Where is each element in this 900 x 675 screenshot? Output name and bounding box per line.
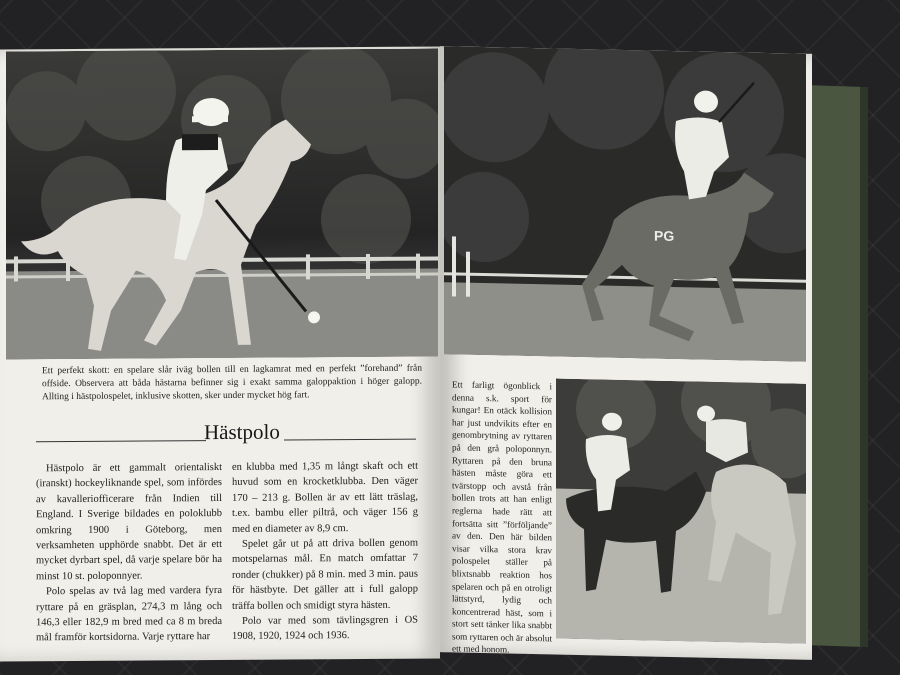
title-rule-left: [36, 440, 206, 442]
paragraph: en klubba med 1,35 m långt skaft och ett huvud som en krocketklubba. Den väger 170 – 213 g. Bollen är av ett lätt träslag, t.ex. bambu eller piltrå, och väger 156 g med en diameter av 8,9 cm.: [232, 460, 418, 535]
paragraph: Hästpolo är ett gammalt orientaliskt (iranskt) hockeyliknande spel, som infördes av kavalleriofficerare från Indien till England. I Sverige bildades en poloklubb omkring 1900 i Göteborg, men verksamheten upphörde snabbt. Det är ett mycket dyrbart spel, då varje spelare bör ha minst 10 st. poloponnyer.: [36, 461, 222, 583]
section-title: Hästpolo: [204, 419, 280, 445]
left-page: [0, 46, 440, 661]
shirt-letters: PG: [654, 227, 675, 245]
photo-caption: Ett perfekt skott: en spelare slår iväg bollen till en lagkamrat med en perfekt ”forehand” från offside. Observera att båda hästarna befinner sig i exakt samma galoppaktion i höger galopp. Allting i hästpolospelet, inklusive skotten, sker under mycket hög fart.: [42, 363, 422, 403]
paragraph: Polo var med som tävlingsgren i OS 1908, 1920, 1924 och 1936.: [232, 614, 418, 643]
body-column-2: [232, 459, 418, 645]
collision-caption: Ett farligt ögonblick i denna s.k. sport för kungar! En otäck kollision har just undvikits efter en genombrytning av ryttaren på den grå poloponnyn. Ryttaren på den bruna hästen måste göra ett tvärstopp och avstå från bollen trots att han enligt reglerna hade rätt att fortsätta sitt ”förföljande” av den. Den här bilden visar vilka stora krav polospelet ställer på blixtsnabb reaktion hos spelaren och på en otroligt lättstyrd, lydig och koncentrerad häst, som i stort sett tänker lika snabbt som ryttaren och är absolut ett med honom.: [452, 379, 553, 656]
polo-forehand-photo: [6, 48, 438, 359]
polo-gallop-photo: [444, 46, 806, 362]
right-page: [440, 46, 812, 660]
paragraph: Spelet går ut på att driva bollen genom motspelarnas mål. En match omfattar 7 ronder (chukker) på 8 min. med 3 min. paus för hästbyte. Det gäller att i full galopp träffa bollen och smidigt styra hästen.: [232, 537, 418, 612]
title-rule-right: [284, 439, 416, 441]
paragraph: Polo spelas av två lag med vardera fyra ryttare på en gräsplan, 274,3 m lång och 146,3 eller 182,9 m bred med ca 8 m breda mål framför kortsidorna. Varje ryttare har: [36, 585, 222, 644]
polo-collision-photo: [556, 379, 806, 644]
body-column-1: [36, 460, 222, 646]
